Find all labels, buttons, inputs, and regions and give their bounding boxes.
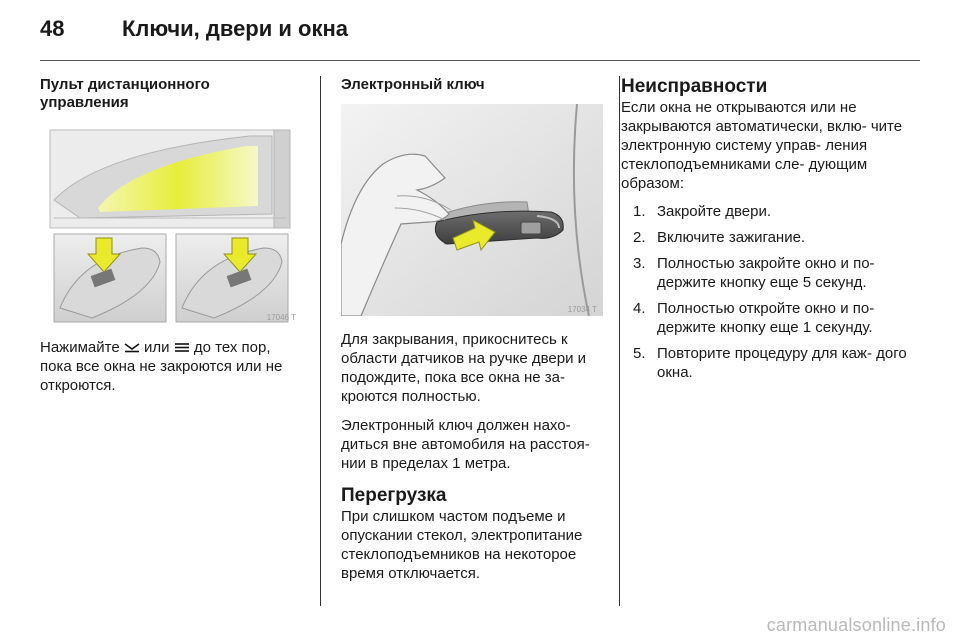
instruction-line3: откроются. [40,377,116,394]
figure-remote-control [40,122,302,324]
list-item: 4. Полностью откройте окно и по- держите кнопку еще 1 секунду. [633,300,875,336]
electronic-key-paragraph-1: Для закрывания, прикоснитесь к области датчиков на ручке двери и подождите, пока все окна не за- кроются полностью. [341,331,586,405]
column-divider-2 [619,76,620,606]
instruction-or: или [144,339,170,356]
page-number: 48 [40,16,65,41]
window-close-symbol-icon [124,341,140,353]
steps-list [621,202,911,382]
section-title-remote: Пульт дистанционного управления [40,76,210,111]
overload-paragraph: При слишком частом подъеме и опускании стекол, электропитание стеклоподъемников на некоторое время отключается. [341,508,583,582]
window-open-symbol-icon [174,341,190,353]
column-malfunctions [621,76,911,389]
column-divider-1 [320,76,321,606]
column-remote-control [40,76,302,395]
list-item: 3. Полностью закройте окно и по- держите кнопку еще 5 секунд. [633,255,875,291]
page-header [40,16,920,50]
column-electronic-key [341,76,603,593]
header-divider [40,60,920,61]
section-title-electronic-key: Электронный ключ [341,76,485,93]
figure-code-electronic-key: 17034 T [567,305,597,314]
overload-heading: Перегрузка [341,485,447,506]
remote-control-illustration [40,122,302,324]
instruction-line2: пока все окна не закроются или не [40,358,283,375]
list-item: 1. Закройте двери. [633,203,772,220]
instruction-part1: Нажимайте [40,339,120,356]
electronic-key-paragraph-2: Электронный ключ должен нахо- диться вне автомобиля на расстоя- нии в пределах 1 метра. [341,417,590,472]
watermark: carmanualsonline.info [766,615,946,635]
list-item: 5. Повторите процедуру для каж- дого окна. [633,345,907,381]
figure-code-remote: 17046 T [266,313,296,322]
list-item: 2. Включите зажигание. [633,229,806,246]
malfunctions-heading: Неисправности [621,76,768,97]
chapter-title: Ключи, двери и окна [122,16,348,41]
remote-instruction [40,338,302,395]
figure-door-handle [341,104,603,316]
instruction-part2: до тех пор, [193,339,271,356]
door-handle-illustration [341,104,603,316]
malfunctions-intro: Если окна не открываются или не закрываются автоматически, вклю- чите электронную систему управ- ления стеклоподъемниками сле- дующим образом: [621,99,903,192]
